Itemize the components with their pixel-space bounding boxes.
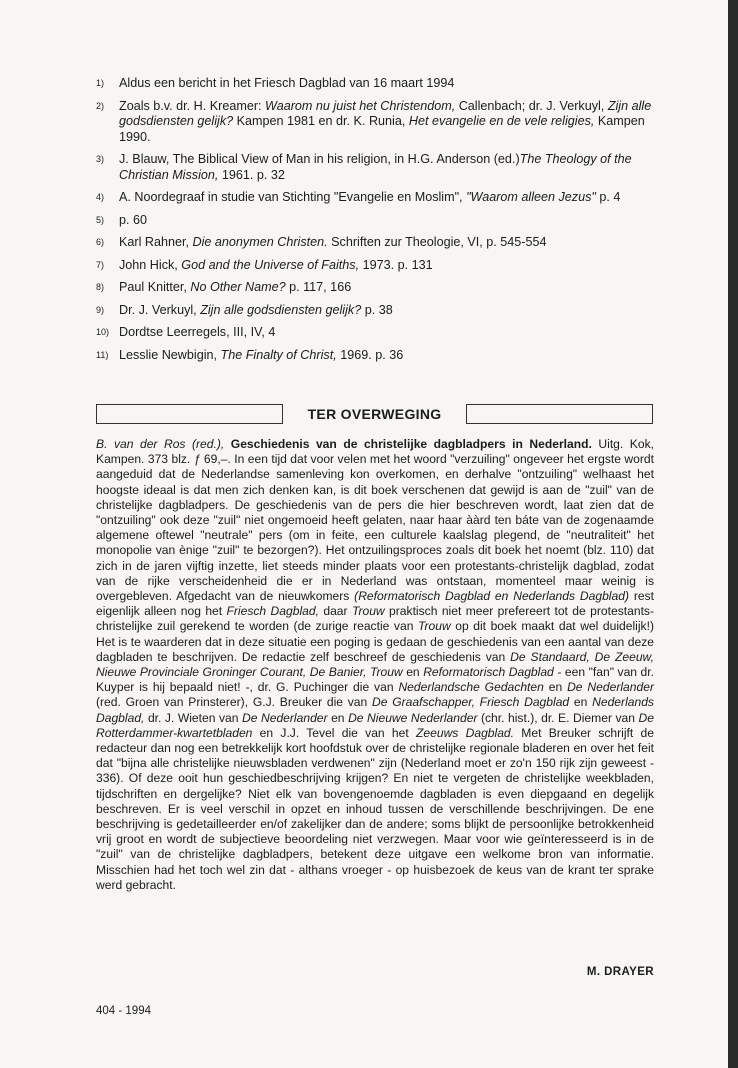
text-run: Aldus een bericht in het Friesch Dagblad van 16 maart 1994 xyxy=(119,76,455,90)
italic-text: Reformatorisch Dagblad xyxy=(423,665,554,680)
text-run: en xyxy=(327,710,349,725)
italic-text: De Nieuwe Nederlander xyxy=(348,710,478,725)
footnote-text xyxy=(119,213,662,229)
text-run: 1973. p. 131 xyxy=(359,257,433,272)
italic-text: (Reformatorisch Dagblad en Nederlands Dagblad) xyxy=(354,589,629,604)
text-run: Kampen 1981 en dr. K. Runia, xyxy=(233,114,409,128)
text-run: dr. J. Wieten van xyxy=(144,710,243,725)
footnote-text xyxy=(119,76,662,92)
text-run: en xyxy=(543,680,568,695)
reviewer-name: M. DRAYER xyxy=(586,966,654,978)
text-run: op dit boek maakt dat wel duidelijk!) Het is te waarderen dat in deze situatie een poging is gedaan de geschiedenis van een aantal van deze dagbladen te beschrijven. De redactie zelf beschreef de geschiedenis van xyxy=(96,619,654,664)
text-run: 1961. p. 32 xyxy=(218,167,285,182)
text-run: John Hick, xyxy=(119,257,182,272)
text-run: daar xyxy=(318,604,352,619)
footnote xyxy=(96,303,662,319)
text-run: Lesslie Newbigin, xyxy=(119,347,221,362)
italic-text: The Finalty of Christ, xyxy=(220,347,337,362)
italic-text: Trouw xyxy=(351,604,385,619)
italic-text: Zijn alle godsdiensten gelijk? xyxy=(119,98,652,128)
text-run: p. 60 xyxy=(119,212,148,227)
footnote-text xyxy=(119,258,662,274)
italic-text: De Rotterdammer-kwartetbladen xyxy=(96,710,654,740)
italic-text: De Nederlander xyxy=(567,680,654,695)
footnote-number: 9) xyxy=(96,304,105,315)
footnote-text xyxy=(119,152,662,183)
footnote-text xyxy=(119,348,662,364)
section-heading xyxy=(96,404,653,426)
text-run: Zoals b.v. dr. H. Kreamer: xyxy=(119,98,266,113)
text-run: J. Blauw, The Biblical View of Man in his religion, in H.G. Anderson (ed.) xyxy=(119,152,520,166)
footnote xyxy=(96,235,662,251)
text-run: Dordtse Leerregels, III, IV, 4 xyxy=(119,325,276,339)
text-run: Callenbach; dr. J. Verkuyl, xyxy=(455,98,608,113)
text-run: - een "fan" van dr. Kuyper is hij bepaald niet! -, dr. G. Puchinger die van xyxy=(96,665,654,695)
italic-text: De Standaard, De Zeeuw, Nieuwe Provinciale Groninger Courant, De Banier, Trouw xyxy=(96,649,654,680)
page-number: 404 - 1994 xyxy=(96,1005,151,1017)
footnote-text xyxy=(119,99,662,146)
italic-text: De Nederlander xyxy=(242,710,328,725)
text-run: Schriften zur Theologie, VI, p. 545-554 xyxy=(327,235,547,249)
text-run: p. 38 xyxy=(361,302,393,317)
italic-text: Nederlands Dagblad, xyxy=(96,695,654,725)
text-run: Uitg. Kok, Kampen. 373 blz. xyxy=(96,437,654,467)
footnote-number: 10) xyxy=(96,327,110,337)
heading-rule-right xyxy=(466,404,653,424)
footnote-text xyxy=(119,325,662,341)
footnote-text xyxy=(119,190,662,206)
bold-text: Geschiedenis van de christelijke dagbladpers in Nederland. xyxy=(224,437,592,451)
footnote xyxy=(96,190,662,206)
italic-text: De Graafschapper, Friesch Dagblad xyxy=(372,695,570,710)
footnote-text xyxy=(119,235,662,251)
footnote-number: 7) xyxy=(96,259,105,270)
text-run: Dr. J. Verkuyl, xyxy=(119,302,201,317)
text-run: (chr. hist.), dr. E. Diemer van xyxy=(477,710,639,725)
italic-text: Trouw xyxy=(417,619,451,634)
footnote xyxy=(96,280,662,296)
italic-text: No Other Name? xyxy=(190,280,286,294)
italic-text: ƒ xyxy=(193,452,201,467)
footnote xyxy=(96,348,662,364)
review-text xyxy=(96,437,654,893)
text-run: A. Noordegraaf in studie van Stichting "Evangelie en Moslim", xyxy=(119,190,467,204)
italic-text: Friesch Dagblad, xyxy=(226,604,319,619)
text-run: Met Breuker schrijft de redacteur dan nog een betrekkelijk kort hoofdstuk over de christelijke regionale bladeren en over het feit dat "bijna alle christelijke nieuwsbladen verdwenen" zijn (Nederland moet er zo'n 150 rijk zijn geweest - 336). Of deze ooit hun geschiedbeschrijving krijgen? En niet te vergeten de christelijke weekbladen, tijdschriften en dergelijke? Niet elk van bovengenoemde dagbladen is even diepgaand en degelijk beschreven. Er is veel verschil in opzet en inhoud tussen de verschillende beschrijvingen. De ene beschrijving is gedetailleerder en/of zakelijker dan de andere; soms blijkt de persoonlijke betrokkenheid vrij groot en wordt de subjectieve beoordeling niet verzwegen. Maar voor wie geïnteresseerd is in de "zuil" van de christelijke dagbladpers, betekent deze uitgave een welkome bron van informatie. Misschien had het toch wel zin dat - althans vroeger - op huisbezoek de keus van de krant ter sprake werd gebracht. xyxy=(96,725,654,892)
footnote xyxy=(96,258,662,274)
italic-text: B. van der Ros (red.), xyxy=(96,437,225,451)
text-run: en xyxy=(402,665,424,680)
footnote-text xyxy=(119,280,662,296)
text-run: p. 4 xyxy=(595,190,621,204)
text-run: en J.J. Tevel die van het xyxy=(252,725,416,740)
italic-text: Die anonymen Christen. xyxy=(192,235,328,249)
section-title: TER OVERWEGING xyxy=(307,406,442,422)
footnote xyxy=(96,213,662,229)
footnote-number: 8) xyxy=(96,282,105,292)
page-edge xyxy=(728,0,738,1068)
italic-text: God and the Universe of Faiths, xyxy=(181,257,360,272)
footnotes xyxy=(96,76,662,370)
italic-text: Nederlandsche Gedachten xyxy=(398,680,544,695)
text-run: Kampen 1990. xyxy=(119,114,645,144)
text-run: praktisch niet meer prefereert tot de protestants-christelijke zuil gerekend te worden (de zurige reactie van xyxy=(96,604,654,634)
footnote-text xyxy=(119,303,662,319)
footnote-number: 3) xyxy=(96,154,105,164)
text-run: rest eigenlijk alleen nog het xyxy=(96,589,654,619)
footnote-number: 4) xyxy=(96,192,105,202)
italic-text: Zijn alle godsdiensten gelijk? xyxy=(200,302,362,317)
italic-text: Zeeuws Dagblad. xyxy=(416,725,515,740)
footnote-number: 11) xyxy=(96,349,109,360)
footnote xyxy=(96,325,662,341)
text-run: Paul Knitter, xyxy=(119,280,191,294)
text-run: (red. Groen van Prinsterer), G.J. Breuker die van xyxy=(96,695,373,710)
footnote xyxy=(96,76,662,92)
text-run: p. 117, 166 xyxy=(285,280,352,294)
text-run: Karl Rahner, xyxy=(119,235,193,249)
italic-text: Waarom nu juist het Christendom, xyxy=(265,98,456,113)
text-run: 69,–. In een tijd dat voor velen met het woord "verzuiling" ongeveer het ergste wordt aangeduid dat de Nederlandse samenleving kon overkomen, en derhalve "ontzuiling" welhaast het hoogste ideaal is dat men zich denken kan, is dit boek verschenen dat gewijd is aan de "zuil" van de christelijke dagbladpers. De geschiedenis van de pers die hier beschreven wordt, laat zien dat de "ontzuiling" ook deze "zuil" niet ongemoeid heeft gelaten, naar haar ààrd ten báte van de zogenaamde algemene oftewel "neutrale" pers (om in feite, een culturele kaalslag plegend, de "neutraliteit" het monopolie van ènige "zuil" te bezorgen?). Het ontzuilingsproces zoals dit boek het noemt (blz. 110) dat zich in de jaren vijftig inzette, liet steeds minder plaats voor een protestants-christelijk dagblad, zodat van de rijke verscheidenheid die er in Nederland was ontstaan, momenteel maar weinig is overgebleven. Afgedacht van de nieuwkomers xyxy=(96,452,654,604)
footnote-number: 6) xyxy=(96,237,105,247)
italic-text: Het evangelie en de vele religies, xyxy=(408,114,595,128)
italic-text: The Theology of the Christian Mission, xyxy=(119,152,632,182)
footnote-number: 5) xyxy=(96,214,105,225)
footnote-number: 2) xyxy=(96,100,105,111)
footnote xyxy=(96,152,662,183)
footnote xyxy=(96,99,662,146)
footnote-number: 1) xyxy=(96,78,105,88)
text-run: en xyxy=(569,695,593,710)
italic-text: "Waarom alleen Jezus" xyxy=(466,190,596,204)
book-review xyxy=(96,437,654,893)
text-run: 1969. p. 36 xyxy=(336,347,404,362)
